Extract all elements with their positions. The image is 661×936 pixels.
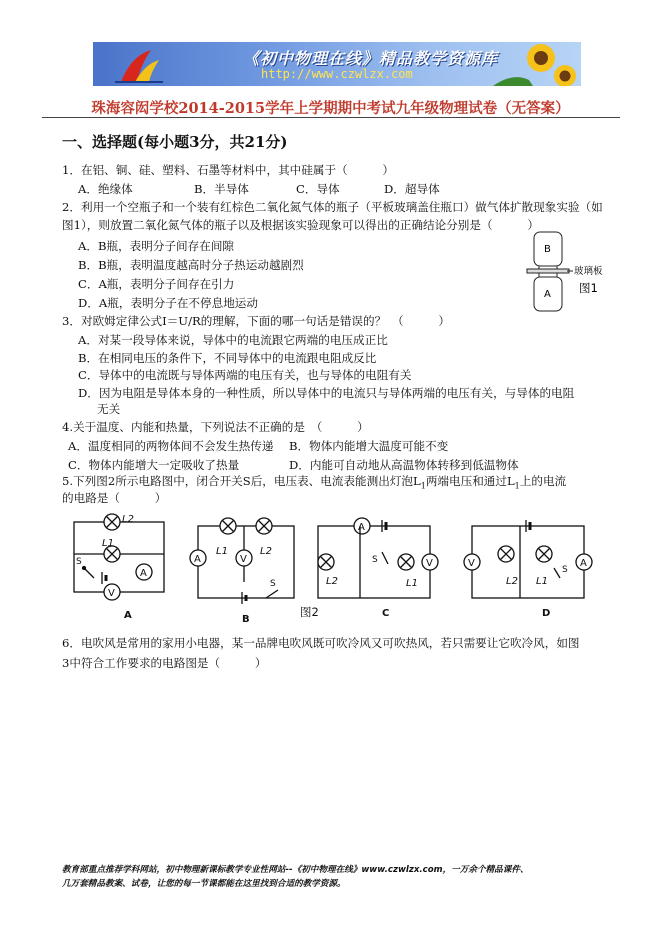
circuit-d-voltmeter: V bbox=[468, 558, 475, 569]
circuit-a bbox=[74, 514, 164, 600]
q2-option-c: C．A瓶，表明分子间存在引力 bbox=[78, 277, 235, 291]
figure1-caption: 图1 bbox=[579, 281, 598, 295]
circuit-a-l1: L1 bbox=[102, 538, 114, 549]
circuit-c-l1: L1 bbox=[406, 578, 418, 589]
circuit-b-l2: L2 bbox=[260, 546, 272, 557]
circuit-c-s: S bbox=[372, 555, 378, 565]
q2-option-a: A．B瓶，表明分子间存在间隙 bbox=[78, 239, 235, 253]
q3-stem: 3．对欧姆定律公式I＝U/R的理解，下面的哪一句话是错误的？ （ ） bbox=[62, 314, 450, 328]
circuit-c-label: C bbox=[382, 608, 390, 619]
circuit-c-voltmeter: V bbox=[426, 558, 433, 569]
circuit-b-l1: L1 bbox=[216, 546, 228, 557]
header-banner bbox=[93, 42, 581, 86]
q1-option-a: A．绝缘体 bbox=[78, 182, 133, 196]
circuit-a-s: S bbox=[76, 557, 82, 567]
glass-plate bbox=[527, 269, 569, 273]
q1-option-d: D．超导体 bbox=[384, 182, 440, 196]
q4-option-c: C．物体内能增大一定吸收了热量 bbox=[68, 458, 240, 472]
circuit-a-l2: L2 bbox=[122, 514, 134, 525]
circuit-b-s: S bbox=[270, 579, 276, 589]
circuit-d-l2: L2 bbox=[506, 576, 518, 587]
section-heading: 一、选择题(每小题3分，共21分) bbox=[62, 133, 288, 151]
circuit-d bbox=[464, 520, 592, 598]
q3-option-b: B．在相同电压的条件下，不同导体中的电流跟电阻成反比 bbox=[78, 351, 377, 365]
q2-stem-line1: 2．利用一个空瓶子和一个装有红棕色二氧化氮气体的瓶子（平板玻璃盖住瓶口）做气体扩散现象实验（如 bbox=[62, 200, 603, 214]
q5-stem-line1: 5.下列图2所示电路图中，闭合开关S后，电压表、电流表能测出灯泡$L_1$两端电压和通过$L_1$上的电流 bbox=[62, 474, 567, 491]
bottle-b-label: B bbox=[544, 244, 551, 255]
q3-option-a: A．对某一段导体来说，导体中的电流跟它两端的电压成正比 bbox=[78, 333, 388, 347]
bottle-a-label: A bbox=[544, 289, 551, 300]
circuit-a-label: A bbox=[124, 610, 132, 621]
q3-option-d-cont: 无关 bbox=[97, 402, 121, 416]
title-divider bbox=[42, 117, 620, 118]
circuit-c-ammeter: A bbox=[358, 522, 365, 533]
circuit-d-label: D bbox=[542, 608, 551, 619]
plate-label: 玻璃板 bbox=[574, 266, 603, 277]
figure2-caption: 图2 bbox=[300, 605, 319, 619]
q1-option-c: C．导体 bbox=[296, 182, 340, 196]
q6-stem-line1: 6．电吹风是常用的家用小电器，某一品牌电吹风既可吹冷风又可吹热风，若只需要让它吹冷风，如图 bbox=[62, 636, 580, 650]
q6-stem-line2: 3中符合工作要求的电路图是（ ） bbox=[62, 656, 267, 670]
q3-option-c: C．导体中的电流既与导体两端的电压有关，也与导体的电阻有关 bbox=[78, 368, 412, 382]
footer-line1: 教育部重点推荐学科网站，初中物理新课标教学专业性网站--《初中物理在线》www.czwlzx.com，一万余个精品课件、 bbox=[62, 865, 529, 875]
circuit-d-l1: L1 bbox=[536, 576, 548, 587]
q2-option-b: B．B瓶，表明温度越高时分子热运动越剧烈 bbox=[78, 258, 304, 272]
q2-option-d: D．A瓶，表明分子在不停息地运动 bbox=[78, 296, 258, 310]
q4-option-a: A．温度相同的两物体间不会发生热传递 bbox=[68, 439, 274, 453]
page-title: 珠海容闳学校2014-2015学年上学期期中考试九年级物理试卷（无答案） bbox=[91, 100, 570, 117]
circuit-a-ammeter: A bbox=[140, 568, 147, 579]
q1-stem: 1．在铝、铜、硅、塑料、石墨等材料中，其中硅属于（ ） bbox=[62, 163, 395, 177]
footer bbox=[62, 863, 622, 891]
q2-stem-line2: 图1），则放置二氧化氮气体的瓶子以及根据该实验现象可以得出的正确结论分别是（ ） bbox=[62, 218, 539, 232]
footer-line2: 几万套精品教案、试卷，让您的每一节课都能在这里找到合适的教学资源。 bbox=[62, 879, 346, 889]
q4-stem: 4.关于温度、内能和热量，下列说法不正确的是 （ ） bbox=[62, 420, 369, 434]
circuit-c-l2: L2 bbox=[326, 576, 338, 587]
q4-option-d: D．内能可自动地从高温物体转移到低温物体 bbox=[289, 458, 519, 472]
circuit-b-label: B bbox=[242, 614, 250, 624]
circuit-a-voltmeter: V bbox=[108, 588, 115, 599]
banner-url[interactable]: http://www.czwlzx.com bbox=[261, 67, 413, 81]
logo-icon bbox=[115, 50, 163, 82]
circuit-d-ammeter: A bbox=[580, 558, 587, 569]
banner-title: 《初中物理在线》精品教学资源库 bbox=[243, 49, 499, 68]
circuit-b-voltmeter: V bbox=[240, 554, 247, 565]
figure1-bottles bbox=[525, 226, 635, 318]
q4-option-b: B．物体内能增大温度可能不变 bbox=[289, 439, 449, 453]
q5-stem-line2: 的电路是（ ） bbox=[62, 491, 167, 505]
circuit-d-s: S bbox=[562, 565, 568, 575]
figure2-circuits bbox=[60, 512, 620, 624]
sunflower-icon bbox=[493, 44, 576, 86]
q3-option-d: D．因为电阻是导体本身的一种性质，所以导体中的电流只与导体两端的电压有关，与导体的电阻 bbox=[78, 386, 575, 400]
q1-option-b: B．半导体 bbox=[194, 182, 249, 196]
circuit-b-ammeter: A bbox=[194, 554, 201, 565]
